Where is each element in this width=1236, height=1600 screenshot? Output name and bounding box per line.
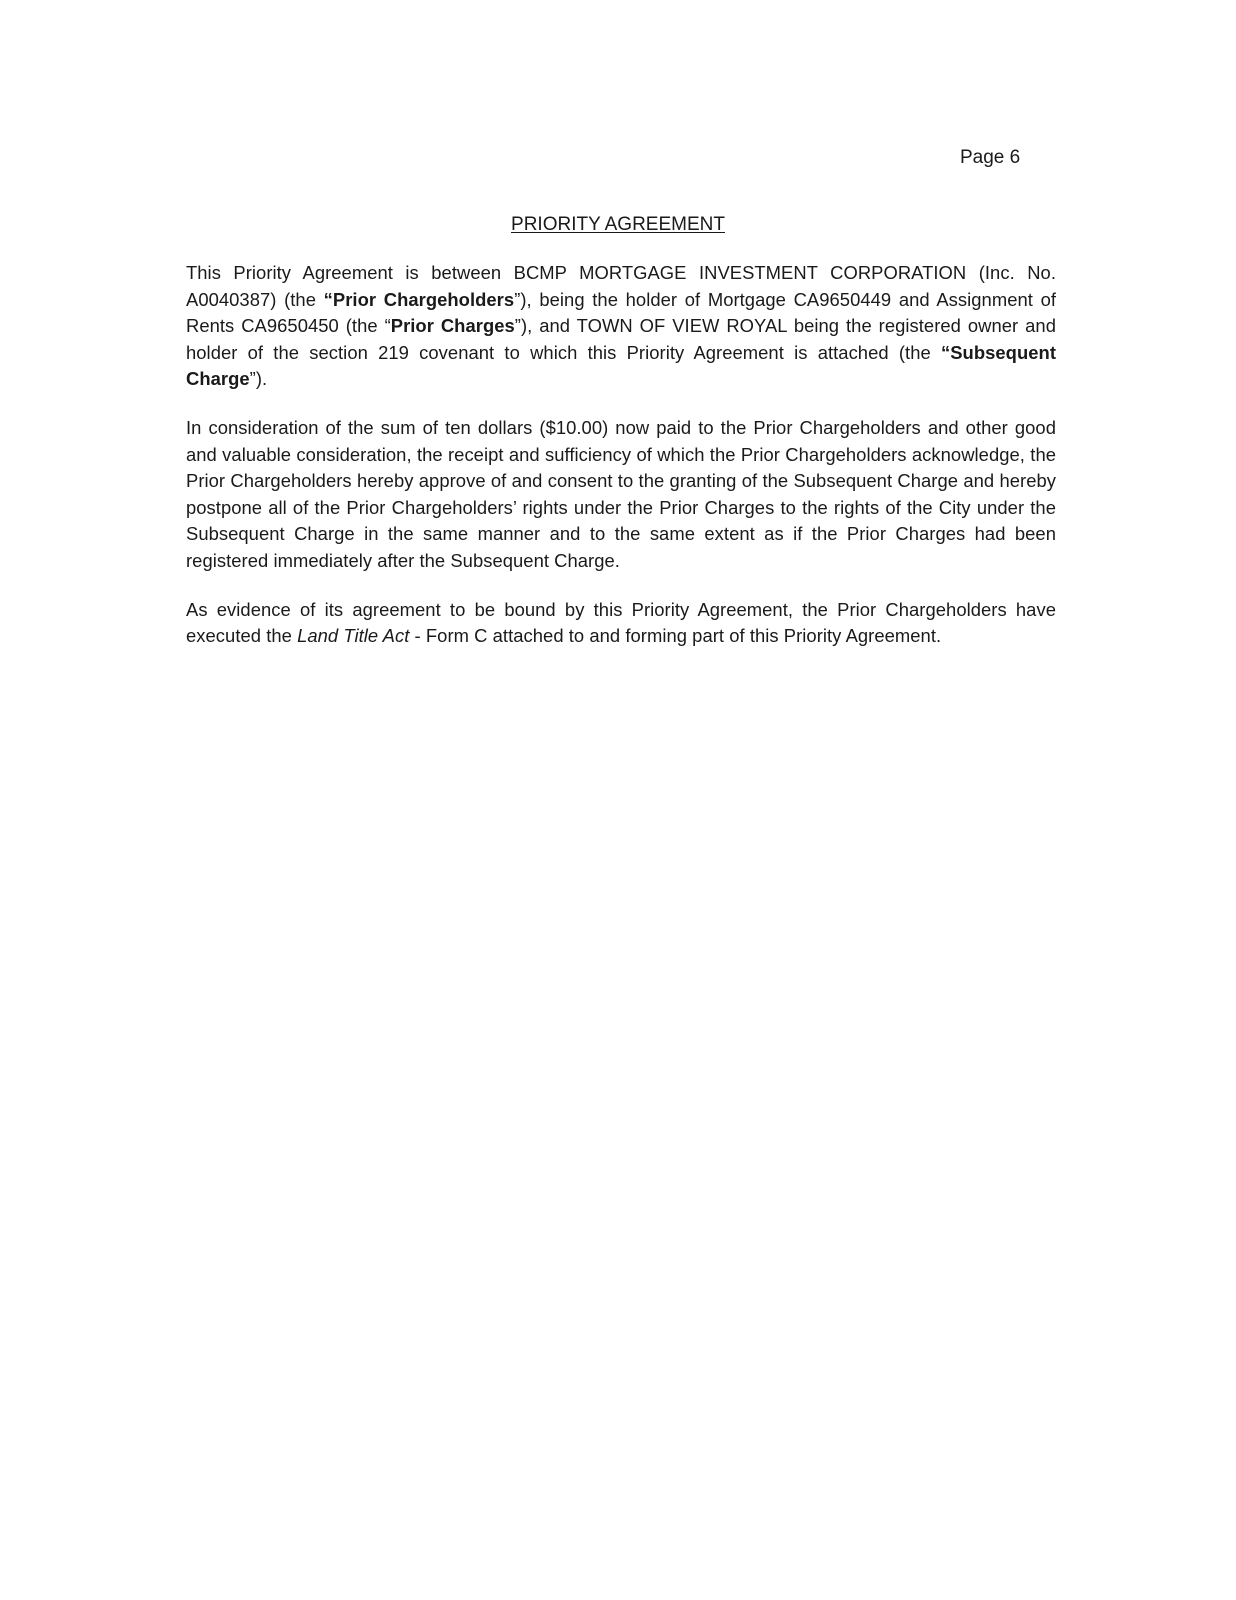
statute-name: Land Title Act [297,625,410,647]
text-run: ”), and TOWN OF VIEW ROYAL being the registered owner and holder of the section 219 covenant to which this Priority Agreement is attached (the [186,315,1056,363]
text-run: ”). [249,368,268,390]
defined-term-prior-charges: Prior Charges [390,315,515,337]
text-run: - Form C attached to and forming part of this Priority Agreement. [409,625,942,647]
paragraph-consideration: In consideration of the sum of ten dollars ($10.00) now paid to the Prior Chargeholders and other good and valuable consideration, the receipt and sufficiency of which the Prior Chargeholders acknowledge, the Prior Chargeholders hereby approve of and consent to the granting of the Subsequent Charge and hereby postpone all of the Prior Chargeholders’ rights under the Prior Charges to the rights of the City under the Subsequent Charge in the same manner and to the same extent as if the Prior Charges had been registered immediately after the Subsequent Charge. [186,416,1056,571]
text-run: ”), being the holder of Mortgage CA9650449 and Assignment of Rents CA9650450 (the “ [186,288,1057,337]
document-title: PRIORITY AGREEMENT [511,214,725,235]
defined-term-prior-chargeholders: “Prior Chargeholders [323,288,515,310]
paragraph-parties [186,260,1056,393]
text-run: As evidence of its agreement to be bound by this Priority Agreement, the Prior Chargeholders have executed the [186,598,1056,647]
text-run: This Priority Agreement is between BCMP MORTGAGE INVESTMENT CORPORATION (Inc. No. A0040387) (the [186,262,1056,310]
page-number: Page 6 [960,147,1021,168]
document-body [186,260,1056,672]
defined-term-subsequent-charge: “Subsequent Charge [186,341,1056,390]
paragraph-execution [186,597,1056,650]
